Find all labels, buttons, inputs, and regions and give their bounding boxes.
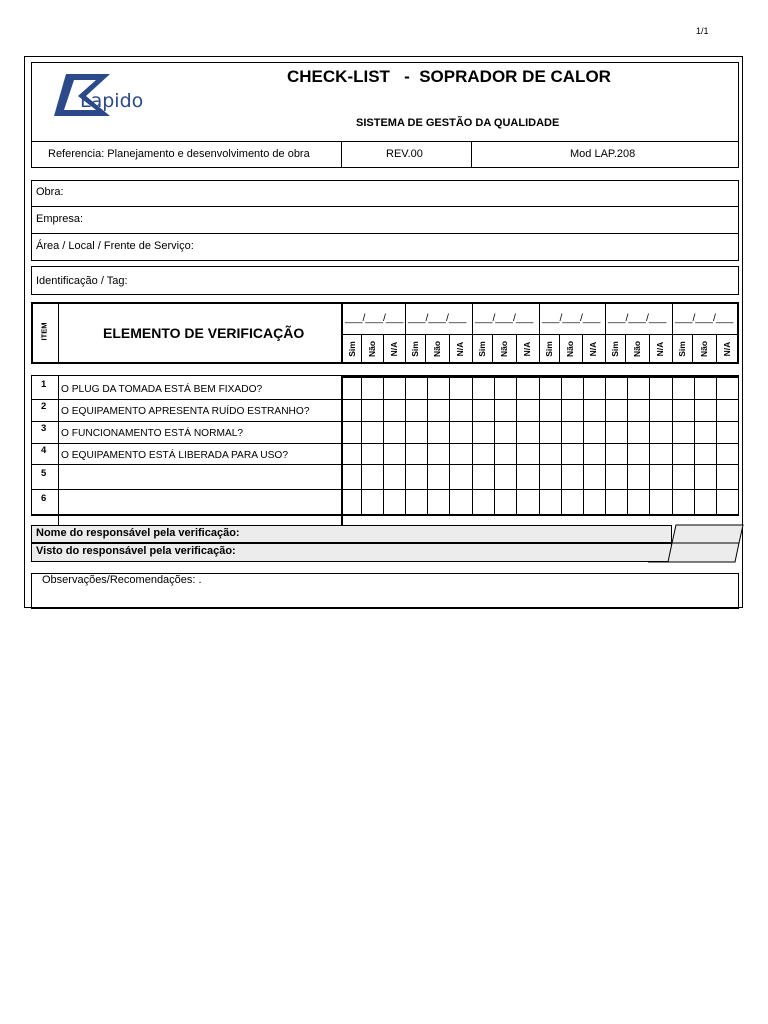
checkbox-column[interactable] xyxy=(427,376,428,515)
table-row xyxy=(31,464,739,489)
checkbox-column[interactable] xyxy=(694,376,695,515)
option-header-sim: Sim xyxy=(610,341,620,357)
item-column-header: ITEM xyxy=(39,322,49,341)
checkbox-column[interactable] xyxy=(539,376,540,515)
option-header-nao: Não xyxy=(367,340,377,358)
option-header-nao: Não xyxy=(432,340,442,358)
item-number: 4 xyxy=(41,445,47,456)
verification-item-text: O EQUIPAMENTO APRESENTA RUÍDO ESTRANHO? xyxy=(61,406,310,417)
logo-text: Lapido xyxy=(80,90,144,112)
checkbox-column[interactable] xyxy=(449,376,450,515)
table-row xyxy=(31,489,739,515)
table-row xyxy=(31,376,739,399)
item-number: 6 xyxy=(41,493,47,504)
item-number: 2 xyxy=(41,401,47,412)
checkbox-column[interactable] xyxy=(405,376,406,515)
checkbox-column[interactable] xyxy=(672,376,673,515)
verification-item-text: O EQUIPAMENTO ESTÁ LIBERADA PARA USO? xyxy=(61,450,289,461)
checkbox-column[interactable] xyxy=(494,376,495,515)
page-number: 1/1 xyxy=(696,26,709,36)
reference-label: Referencia: Planejamento e desenvolvimento de obra xyxy=(48,148,310,160)
obra-field[interactable]: Obra: xyxy=(36,186,64,198)
item-number: 5 xyxy=(41,468,47,479)
item-number: 3 xyxy=(41,423,47,434)
date-field[interactable]: ___/___/___ xyxy=(675,312,734,324)
checkbox-column[interactable] xyxy=(561,376,562,515)
area-field[interactable]: Área / Local / Frente de Serviço: xyxy=(36,240,194,252)
option-header-na: N/A xyxy=(588,341,598,357)
verification-item-text: O FUNCIONAMENTO ESTÁ NORMAL? xyxy=(61,428,244,439)
date-field[interactable]: ___/___/___ xyxy=(408,312,467,324)
option-header-na: N/A xyxy=(722,341,732,357)
option-header-na: N/A xyxy=(655,341,665,357)
tag-block xyxy=(31,266,739,295)
signature-box[interactable] xyxy=(648,524,746,564)
responsible-name-label[interactable]: Nome do responsável pela verificação: xyxy=(36,527,240,539)
tag-field[interactable]: Identificação / Tag: xyxy=(36,275,128,287)
table-row xyxy=(31,421,739,443)
option-header-nao: Não xyxy=(499,340,509,358)
checkbox-column[interactable] xyxy=(716,376,717,515)
document-subtitle: SISTEMA DE GESTÃO DA QUALIDADE xyxy=(356,117,560,129)
date-field[interactable]: ___/___/___ xyxy=(542,312,601,324)
checkbox-column[interactable] xyxy=(361,376,362,515)
option-header-nao: Não xyxy=(699,340,709,358)
checkbox-column[interactable] xyxy=(627,376,628,515)
observations-label[interactable]: Observações/Recomendações: . xyxy=(42,574,202,586)
table-row xyxy=(31,443,739,464)
empresa-field[interactable]: Empresa: xyxy=(36,213,84,225)
option-header-nao: Não xyxy=(632,340,642,358)
option-header-sim: Sim xyxy=(347,341,357,357)
option-header-sim: Sim xyxy=(410,341,420,357)
date-field[interactable]: ___/___/___ xyxy=(475,312,534,324)
model-label: Mod LAP.208 xyxy=(570,148,636,160)
checkbox-column[interactable] xyxy=(472,376,473,515)
revision-label: REV.00 xyxy=(386,148,423,160)
checkbox-column[interactable] xyxy=(516,376,517,515)
checkbox-column[interactable] xyxy=(649,376,650,515)
verification-item-text: O PLUG DA TOMADA ESTÁ BEM FIXADO? xyxy=(61,384,263,395)
option-header-sim: Sim xyxy=(544,341,554,357)
date-field[interactable]: ___/___/___ xyxy=(608,312,667,324)
checkbox-column[interactable] xyxy=(605,376,606,515)
checkbox-column[interactable] xyxy=(583,376,584,515)
checkbox-column[interactable] xyxy=(383,376,384,515)
option-header-na: N/A xyxy=(522,341,532,357)
document-title: CHECK-LIST - SOPRADOR DE CALOR xyxy=(287,67,611,86)
company-logo xyxy=(52,74,152,118)
option-header-sim: Sim xyxy=(677,341,687,357)
option-header-na: N/A xyxy=(455,341,465,357)
option-header-nao: Não xyxy=(565,340,575,358)
element-column-header: ELEMENTO DE VERIFICAÇÃO xyxy=(103,325,305,341)
option-header-sim: Sim xyxy=(477,341,487,357)
item-number: 1 xyxy=(41,379,47,390)
table-row xyxy=(31,399,739,421)
responsible-visa-label[interactable]: Visto do responsável pela verificação: xyxy=(36,545,236,557)
option-header-na: N/A xyxy=(389,341,399,357)
date-field[interactable]: ___/___/___ xyxy=(345,312,404,324)
